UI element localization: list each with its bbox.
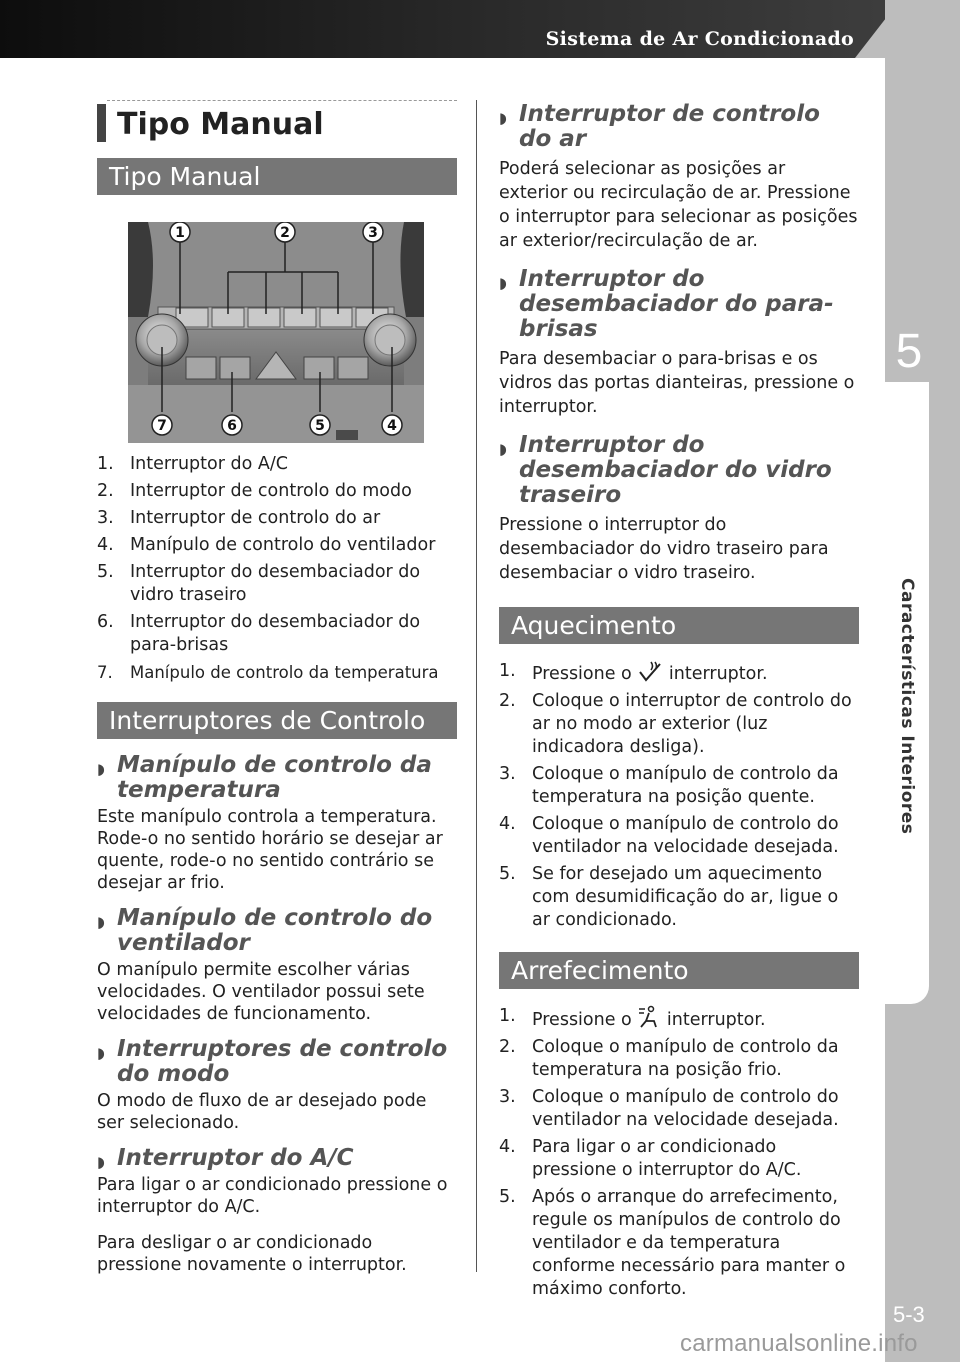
control-item (97, 906, 457, 1025)
page-number: 5-3 (893, 1302, 925, 1327)
bullet-icon: ◗ (97, 760, 105, 778)
callout-3: 3 (368, 225, 378, 241)
list-item: 3. Coloque o manípulo de controlo do ventilador na velocidade desejada. (499, 1087, 839, 1130)
subheading: ◗ Interruptor do A/C (97, 1146, 457, 1171)
list-item: 2. Interruptor de controlo do modo (97, 481, 412, 501)
control-item (97, 1146, 457, 1276)
paragraph: Para desligar o ar condicionado pressione novamente o interruptor. (97, 1233, 407, 1275)
control-item (97, 1037, 457, 1134)
figure-legend (97, 453, 457, 684)
control-item (97, 753, 457, 894)
windshield-defroster-icon (637, 660, 663, 682)
watermark: carmanualsonline.info (680, 1330, 918, 1357)
control-panel-illustration (128, 222, 424, 443)
list-item: 4. Para ligar o ar condicionado pressione o interruptor do A/C. (499, 1137, 802, 1180)
section-heading-cooling: Arrefecimento (499, 952, 859, 989)
list-item: 1. Interruptor do A/C (97, 454, 288, 474)
paragraph: Poderá selecionar as posições ar exterior ou recirculação de ar. Pressione o interruptor para selecionar as posições ar exterior/recirculação de ar. (499, 159, 858, 251)
subheading: ◗ Interruptor do desembaciador do para-brisas (499, 266, 834, 342)
cooling-steps (499, 1005, 859, 1301)
face-vent-icon (637, 1005, 661, 1029)
paragraph: Para ligar o ar condicionado pressione o interruptor do A/C. (97, 1175, 448, 1217)
control-item (499, 267, 859, 419)
main-heading (107, 100, 457, 148)
control-panel-figure (128, 222, 424, 443)
section-heading-heating: Aquecimento (499, 607, 859, 644)
heating-steps (499, 660, 859, 932)
paragraph: O manípulo permite escolher várias velocidades. O ventilador possui sete velocidades de funcionamento. (97, 960, 425, 1024)
subheading: ◗ Interruptor do desembaciador do vidro traseiro (499, 432, 832, 508)
subheading: ◗ Manípulo de controlo da temperatura (97, 752, 432, 803)
list-item: 5. Se for desejado um aquecimento com desumidificação do ar, ligue o ar condicionado. (499, 864, 839, 930)
list-item: 3. Coloque o manípulo de controlo da temperatura na posição quente. (499, 764, 839, 807)
list-item: 1. Pressione o interruptor. (499, 661, 768, 684)
list-item: 1. Pressione o interruptor. (499, 1006, 766, 1030)
list-item: 2. Coloque o interruptor de controlo do ar no modo ar exterior (luz indicadora desliga). (499, 691, 852, 757)
callout-5: 5 (315, 418, 325, 434)
callout-4: 4 (387, 418, 397, 434)
section-heading-tipo-manual: Tipo Manual (97, 158, 457, 195)
list-item: 4. Coloque o manípulo de controlo do ventilador na velocidade desejada. (499, 814, 839, 857)
control-item (499, 433, 859, 585)
callout-7: 7 (157, 418, 167, 434)
heading-bar (97, 104, 106, 142)
callout-2: 2 (280, 225, 290, 241)
list-item: 7. Manípulo de controlo da temperatura (97, 663, 439, 682)
right-column (499, 102, 859, 1305)
list-item: 3. Interruptor de controlo do ar (97, 508, 381, 528)
list-item: 5. Após o arranque do arrefecimento, regule os manípulos de controlo do ventilador e da temperatura conforme necessário para manter o máximo conforto. (499, 1187, 846, 1299)
subheading: ◗ Interruptor de controlo do ar (499, 101, 820, 152)
section-heading-controls: Interruptores de Controlo (97, 702, 457, 739)
list-item: 6. Interruptor do desembaciador do para-brisas (97, 612, 421, 655)
bullet-icon: ◗ (97, 1153, 105, 1171)
paragraph: Este manípulo controla a temperatura. Rode-o no sentido horário se desejar ar quente, rode-o no sentido contrário se desejar ar frio. (97, 807, 443, 893)
bullet-icon: ◗ (499, 440, 507, 458)
left-column (97, 100, 457, 1276)
paragraph: Pressione o interruptor do desembaciador do vidro traseiro para desembaciar o vidro traseiro. (499, 515, 829, 583)
list-item: 2. Coloque o manípulo de controlo da temperatura na posição frio. (499, 1037, 839, 1080)
callout-6: 6 (227, 418, 237, 434)
bullet-icon: ◗ (97, 1044, 105, 1062)
chapter-number: 5 (895, 325, 923, 378)
paragraph: Para desembaciar o para-brisas e os vidros das portas dianteiras, pressione o interruptor. (499, 349, 855, 417)
bullet-icon: ◗ (499, 109, 507, 127)
chapter-title: Características Interiores (897, 578, 917, 835)
list-item: 5. Interruptor do desembaciador do vidro traseiro (97, 562, 421, 605)
subheading: ◗ Manípulo de controlo do ventilador (97, 905, 433, 956)
control-item (499, 102, 859, 253)
callout-1: 1 (175, 225, 185, 241)
header-title: Sistema de Ar Condicionado (545, 28, 854, 50)
page-title: Tipo Manual (117, 107, 324, 142)
paragraph: O modo de fluxo de ar desejado pode ser selecionado. (97, 1091, 427, 1133)
column-divider (476, 100, 477, 1272)
bullet-icon: ◗ (97, 913, 105, 931)
list-item: 4. Manípulo de controlo do ventilador (97, 535, 436, 555)
bullet-icon: ◗ (499, 274, 507, 292)
subheading: ◗ Interruptores de controlo do modo (97, 1036, 448, 1087)
